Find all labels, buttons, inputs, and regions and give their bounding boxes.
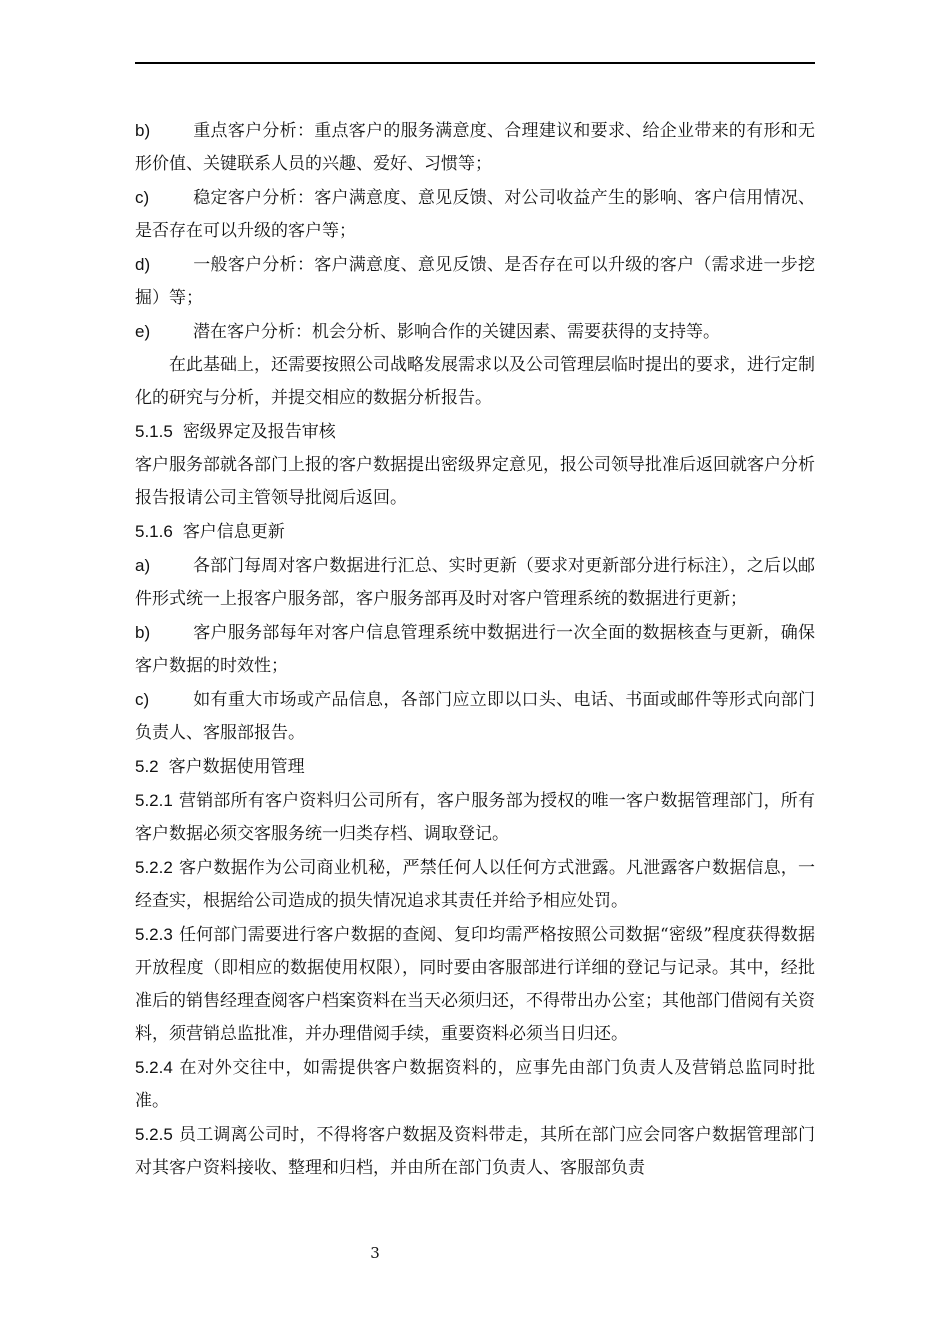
list-text: 一般客户分析：客户满意度、意见反馈、是否存在可以升级的客户（需求进一步挖掘）等； bbox=[135, 255, 815, 308]
header-rule bbox=[135, 62, 815, 64]
list-item-b bbox=[135, 616, 815, 683]
clause-text: 员工调离公司时，不得将客户数据及资料带走，其所在部门应会同客户数据管理部门对其客户资料接收、整理和归档，并由所在部门负责人、客服部负责 bbox=[135, 1125, 815, 1178]
clause-5-2-4 bbox=[135, 1051, 815, 1118]
clause-number: 5.2.4 bbox=[135, 1058, 173, 1077]
list-text: 各部门每周对客户数据进行汇总、实时更新（要求对更新部分进行标注），之后以邮件形式统一上报客户服务部，客户服务部再及时对客户管理系统的数据进行更新； bbox=[135, 556, 815, 609]
section-heading-5-2 bbox=[135, 750, 815, 784]
list-text: 重点客户分析：重点客户的服务满意度、合理建议和要求、给企业带来的有形和无形价值、关键联系人员的兴趣、爱好、习惯等； bbox=[135, 121, 815, 174]
list-label: d) bbox=[135, 255, 151, 274]
clause-text: 任何部门需要进行客户数据的查阅、复印均需严格按照公司数据“密级”程度获得数据开放程度（即相应的数据使用权限），同时要由客服部进行详细的登记与记录。其中，经批准后的销售经理查阅客户档案资料在当天必须归还，不得带出办公室；其他部门借阅有关资料，须营销总监批准，并办理借阅手续，重要资料必须当日归还。 bbox=[135, 925, 815, 1044]
clause-number: 5.2.1 bbox=[135, 791, 173, 810]
list-item-d bbox=[135, 248, 815, 315]
clause-5-2-5 bbox=[135, 1118, 815, 1185]
list-item-a bbox=[135, 549, 815, 616]
list-label: c) bbox=[135, 188, 150, 207]
clause-text: 营销部所有客户资料归公司所有，客户服务部为授权的唯一客户数据管理部门，所有客户数据必须交客服务统一归类存档、调取登记。 bbox=[135, 791, 815, 844]
section-title: 客户数据使用管理 bbox=[168, 757, 305, 777]
section-title: 客户信息更新 bbox=[182, 522, 285, 542]
section-heading-5-1-6 bbox=[135, 515, 815, 549]
list-label: a) bbox=[135, 556, 151, 575]
list-item-b bbox=[135, 114, 815, 181]
section-number: 5.1.6 bbox=[135, 522, 173, 541]
list-text: 如有重大市场或产品信息，各部门应立即以口头、电话、书面或邮件等形式向部门负责人、客服部报告。 bbox=[135, 690, 815, 743]
list-item-c bbox=[135, 683, 815, 750]
list-text: 稳定客户分析：客户满意度、意见反馈、对公司收益产生的影响、客户信用情况、是否存在可以升级的客户等； bbox=[135, 188, 815, 241]
clause-number: 5.2.5 bbox=[135, 1125, 173, 1144]
section-title: 密级界定及报告审核 bbox=[182, 422, 336, 442]
clause-text: 客户数据作为公司商业机秘，严禁任何人以任何方式泄露。凡泄露客户数据信息，一经查实，根据给公司造成的损失情况追求其责任并给予相应处罚。 bbox=[135, 858, 815, 911]
clause-5-2-1 bbox=[135, 784, 815, 851]
list-label: c) bbox=[135, 690, 150, 709]
document-body bbox=[135, 114, 815, 1185]
list-text: 客户服务部每年对客户信息管理系统中数据进行一次全面的数据核查与更新，确保客户数据的时效性； bbox=[135, 623, 815, 676]
clause-5-2-3 bbox=[135, 918, 815, 1051]
list-label: b) bbox=[135, 121, 151, 140]
page-number: 3 bbox=[370, 1244, 380, 1262]
clause-number: 5.2.3 bbox=[135, 925, 173, 944]
list-text: 潜在客户分析：机会分析、影响合作的关键因素、需要获得的支持等。 bbox=[193, 322, 720, 342]
list-item-e bbox=[135, 315, 815, 349]
paragraph: 在此基础上，还需要按照公司战略发展需求以及公司管理层临时提出的要求，进行定制化的研究与分析，并提交相应的数据分析报告。 bbox=[135, 355, 815, 408]
section-number: 5.2 bbox=[135, 757, 159, 776]
clause-number: 5.2.2 bbox=[135, 858, 173, 877]
list-label: e) bbox=[135, 322, 151, 341]
clause-text: 在对外交往中，如需提供客户数据资料的，应事先由部门负责人及营销总监同时批准。 bbox=[135, 1058, 815, 1111]
section-heading-5-1-5 bbox=[135, 415, 815, 449]
list-label: b) bbox=[135, 623, 151, 642]
clause-5-2-2 bbox=[135, 851, 815, 918]
section-number: 5.1.5 bbox=[135, 422, 173, 441]
list-item-c bbox=[135, 181, 815, 248]
paragraph: 客户服务部就各部门上报的客户数据提出密级界定意见，报公司领导批准后返回就客户分析报告报请公司主管领导批阅后返回。 bbox=[135, 455, 815, 508]
